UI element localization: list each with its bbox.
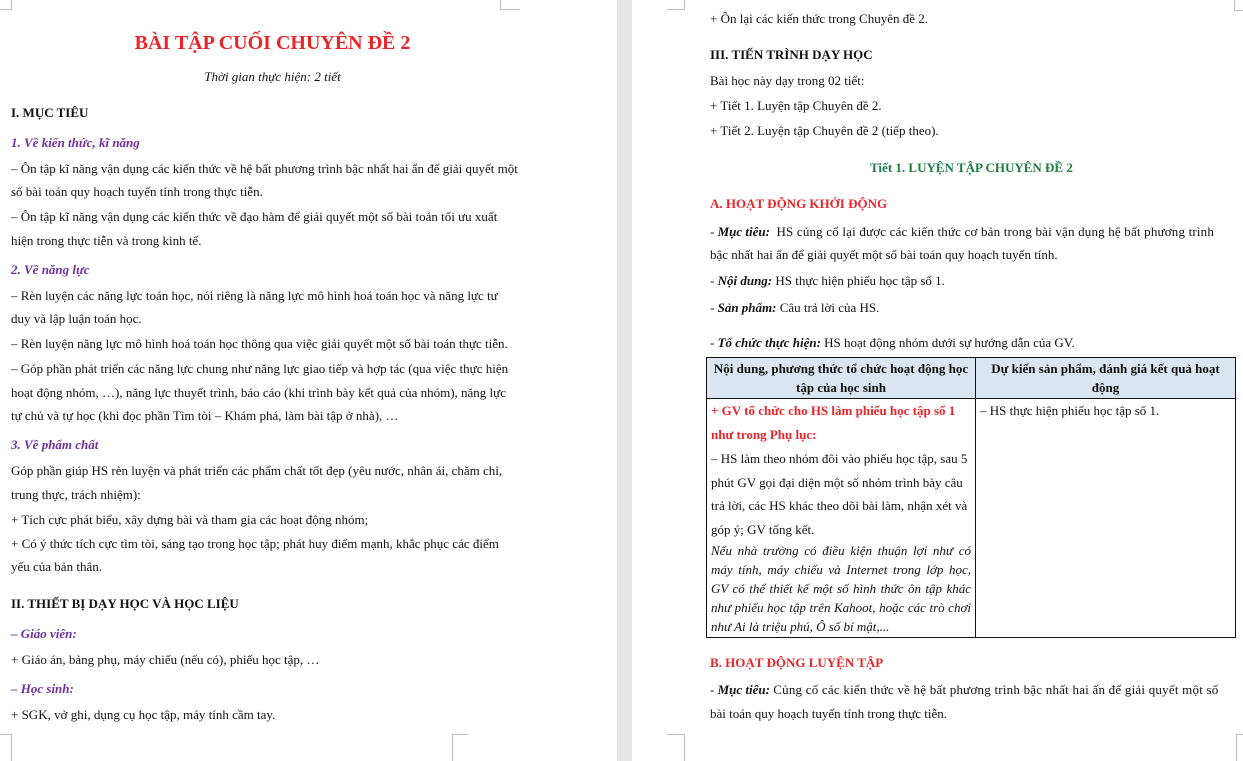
crop-mark-top-right-h — [500, 9, 520, 10]
document-page-1 — [0, 0, 617, 761]
table-cell-outcome — [976, 399, 1236, 638]
crop-mark-bottom-right — [452, 734, 453, 761]
table-cell-activity — [707, 399, 976, 638]
crop-mark-top-right — [500, 0, 501, 9]
review-line: + Ôn lại các kiến thức trong Chuyên đề 2. — [710, 11, 928, 26]
crop-mark-bottom-right-h — [1236, 734, 1243, 735]
document-title: BÀI TẬP CUỐI CHUYÊN ĐỀ 2 — [134, 32, 411, 54]
part-a-organization: - Tổ chức thực hiện: HS hoạt động nhóm dưới sự hướng dẫn của GV. — [710, 335, 1075, 350]
section-heading-equipment: II. THIẾT BỊ DẠY HỌC VÀ HỌC LIỆU — [11, 596, 239, 611]
content-text: HS thực hiện phiếu học tập số 1. — [775, 273, 945, 288]
product-label: Sản phẩm: — [717, 300, 777, 315]
crop-mark-bottom-left-v — [11, 734, 12, 761]
subheading-competencies: 2. Về năng lực — [11, 262, 90, 277]
student-materials: + SGK, vở ghi, dụng cụ học tập, máy tính cầm tay. — [11, 707, 276, 722]
organization-label: Tổ chức thực hiện: — [717, 335, 821, 350]
table-row — [707, 399, 1236, 638]
goal-text: HS củng cố lại được các kiến thức cơ bản trong bài vận dụng hệ bất phương trình — [776, 224, 1215, 239]
crop-mark-top-left-h — [667, 9, 685, 10]
activity-table — [706, 357, 1236, 638]
table-header-row — [707, 358, 1236, 399]
crop-mark-top-left-v — [11, 0, 12, 9]
part-a-goal: - Mục tiêu: HS củng cố lại được các kiến thức cơ bản trong bài vận dụng hệ bất phương trình — [710, 224, 1215, 239]
paragraph-line: hiện trong thực tiễn và trong kinh tế. — [11, 233, 202, 248]
part-b-goal: - Mục tiêu: Củng cố các kiến thức về hệ bất phương trình bậc nhất hai ẩn để giải quyết một số — [710, 682, 1219, 697]
crop-mark-bottom-right — [1236, 734, 1237, 761]
paragraph-line: Góp phần giúp HS rèn luyện và phát triển các phẩm chất tốt đẹp (yêu nước, nhân ái, chăm chỉ, — [11, 463, 503, 478]
document-page-2 — [632, 0, 1243, 761]
crop-mark-top-right — [1234, 0, 1235, 10]
paragraph-line: + Tích cực phát biểu, xây dựng bài và tham gia các hoạt động nhóm; — [11, 512, 369, 527]
activity-description: – HS làm theo nhóm đôi vào phiếu học tập, sau 5 phút GV gọi đại diện một số nhóm trình bày câu trả lời, các HS khác theo dõi bài làm, nhận xét và góp ý; GV tổng kết. — [711, 451, 968, 537]
paragraph-line: số bài toán quy hoạch tuyến tính trong thực tiễn. — [11, 184, 263, 199]
subheading-knowledge-skills: 1. Về kiến thức, kĩ năng — [11, 135, 140, 150]
paragraph-line: – Ôn tập kĩ năng vận dụng các kiến thức về đạo hàm để giải quyết một số bài toán tối ưu xuất — [11, 209, 498, 224]
expected-outcome: – HS thực hiện phiếu học tập số 1. — [980, 403, 1160, 418]
paragraph-line: hoạt động nhóm, …), năng lực thuyết trình, báo cáo (khi trình bày kết quả của nhóm), năng lực — [11, 385, 506, 400]
content-label: Nội dung: — [717, 273, 773, 288]
activity-note: Nếu nhà trường có điều kiện thuận lợi như có máy tính, máy chiếu và Internet trong lớp học, GV có thể thiết kế một số hình thức ôn tập khác như phiếu học tập trên Kahoot, hoặc các trò chơi như Ai là triệu phú, Ô số bí mật,... — [711, 543, 971, 634]
crop-mark-bottom-left — [667, 734, 685, 735]
paragraph-line: – Rèn luyện năng lực mô hình hoá toán học thông qua việc giải quyết một số bài toán thực tiễn. — [11, 336, 508, 351]
subheading-qualities: 3. Về phẩm chất — [11, 437, 99, 452]
section-heading-objectives: I. MỤC TIÊU — [11, 105, 89, 120]
paragraph-line: + Có ý thức tích cực tìm tòi, sáng tạo trong học tập; phát huy điểm mạnh, khắc phục các điểm — [11, 536, 499, 551]
activity-instruction: + GV tổ chức cho HS làm phiếu học tập số 1 như trong Phụ lục: — [711, 403, 956, 442]
crop-mark-top-right-h — [1234, 10, 1243, 11]
paragraph-line: tự chủ và tự học (khi đọc phần Tìm tòi – Khám phá, làm bài tập ở nhà), … — [11, 408, 399, 423]
part-b-goal-cont: bài toán quy hoạch tuyến tính trong thực tiễn. — [710, 706, 948, 721]
paragraph-line: – Rèn luyện các năng lực toán học, nói riêng là năng lực mô hình hoá toán học và năng lực tư — [11, 288, 498, 303]
part-a-heading: A. HOẠT ĐỘNG KHỞI ĐỘNG — [710, 196, 888, 211]
part-a-content: - Nội dung: HS thực hiện phiếu học tập số 1. — [710, 273, 945, 288]
lesson-1-heading: Tiết 1. LUYỆN TẬP CHUYÊN ĐỀ 2 — [870, 160, 1073, 175]
table-header-outcome: Dự kiến sản phẩm, đánh giá kết quả hoạt động — [976, 358, 1236, 399]
goal-text: Củng cố các kiến thức về hệ bất phương trình bậc nhất hai ẩn để giải quyết một số — [773, 682, 1219, 697]
lesson-list-item: + Tiết 2. Luyện tập Chuyên đề 2 (tiếp theo). — [710, 123, 939, 138]
crop-mark-bottom-left-v — [684, 734, 685, 761]
part-b-heading: B. HOẠT ĐỘNG LUYỆN TẬP — [710, 655, 884, 670]
part-a-product: - Sản phẩm: Câu trả lời của HS. — [710, 300, 880, 315]
goal-label: Mục tiêu: — [717, 224, 770, 239]
product-text: Câu trả lời của HS. — [779, 300, 880, 315]
lesson-list-item: + Tiết 1. Luyện tập Chuyên đề 2. — [710, 98, 882, 113]
paragraph-line: yếu của bản thân. — [11, 559, 102, 574]
paragraph-line: – Góp phần phát triển các năng lực chung như năng lực giao tiếp và hợp tác (qua việc thực hiện — [11, 361, 509, 376]
crop-mark-bottom-right-h — [452, 734, 468, 735]
paragraph-line: duy và lập luận toán học. — [11, 311, 142, 326]
table-header-activity: Nội dung, phương thức tổ chức hoạt động học tập của học sinh — [707, 358, 976, 399]
paragraph-line: Bài học này dạy trong 02 tiết: — [710, 73, 865, 88]
paragraph-line: trung thực, trách nhiệm): — [11, 487, 141, 502]
label-teacher: – Giáo viên: — [11, 626, 77, 641]
document-subtitle: Thời gian thực hiện: 2 tiết — [204, 69, 341, 84]
organization-text: HS hoạt động nhóm dưới sự hướng dẫn của GV. — [824, 335, 1075, 350]
crop-mark-bottom-left — [0, 734, 11, 735]
label-student: – Học sinh: — [11, 681, 74, 696]
crop-mark-top-left — [684, 0, 685, 9]
teacher-materials: + Giáo án, bảng phụ, máy chiếu (nếu có), phiếu học tập, … — [11, 652, 320, 667]
paragraph-line: – Ôn tập kĩ năng vận dụng các kiến thức về hệ bất phương trình bậc nhất hai ẩn để giải quyết một — [11, 161, 518, 176]
part-a-goal-cont: bậc nhất hai ẩn để giải quyết một số bài toán quy hoạch tuyến tính. — [710, 247, 1058, 262]
section-heading-teaching-process: III. TIẾN TRÌNH DẠY HỌC — [710, 47, 873, 62]
goal-label: Mục tiêu: — [717, 682, 770, 697]
